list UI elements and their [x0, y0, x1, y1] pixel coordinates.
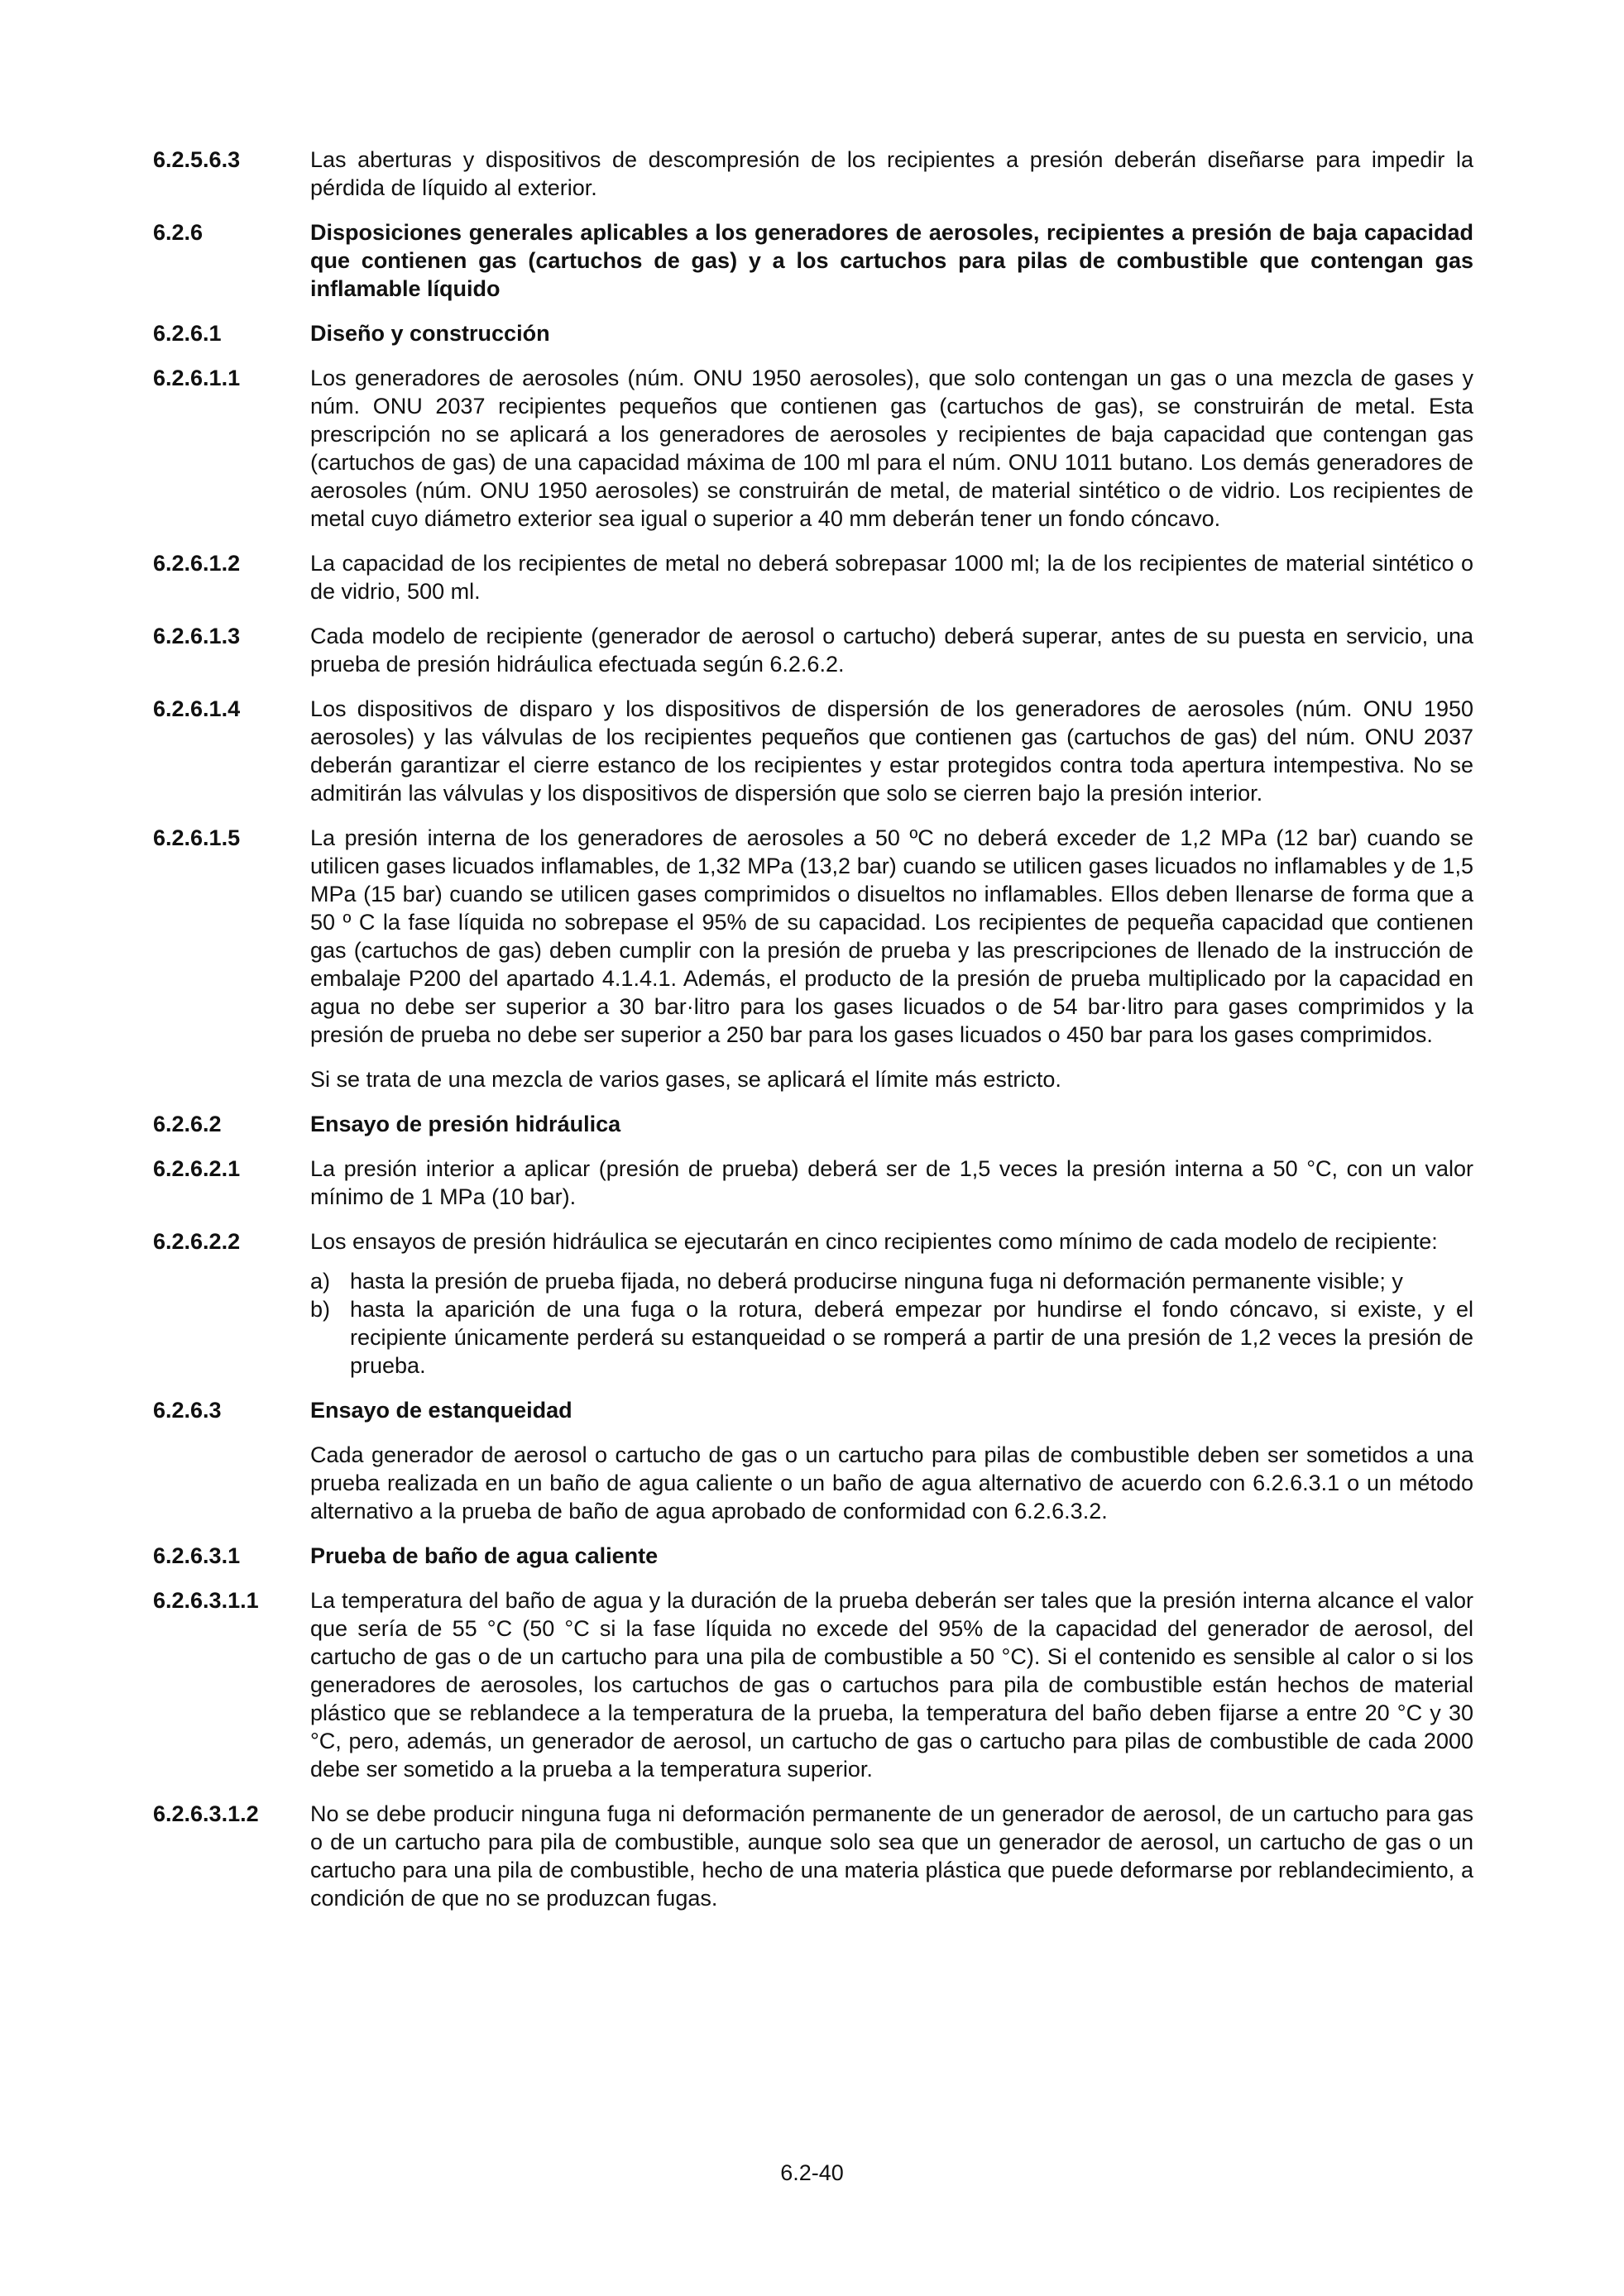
clause-number: 6.2.6.3.1.1	[153, 1588, 259, 1613]
clause-text: La temperatura del baño de agua y la duración de la prueba deberán ser tales que la presión interna alcance el valor que sería de 55 °C (50 °C si la fase líquida no excede del 95% de la capacidad del generador de aerosol, del cartucho de gas o de un cartucho para una pila de combustible a 50 °C). Si el contenido es sensible al calor o si los generadores de aerosoles, los cartuchos de gas o cartuchos para pila de combustible están hechos de material plástico que se reblandece a la temperatura de la prueba, la temperatura del baño deben fijarse a entre 20 °C y 30 °C, pero, además, un generador de aerosol, un cartucho de gas o cartucho para pilas de combustible de cada 2000 debe ser sometido a la prueba a la temperatura superior.	[310, 1588, 1473, 1782]
clause-text: Los generadores de aerosoles (núm. ONU 1950 aerosoles), que solo contengan un gas o una mezcla de gases y núm. ONU 2037 recipientes pequeños que contienen gas (cartuchos de gas), se construirán de metal. Esta prescripción no se aplicará a los generadores de aerosoles y recipientes de baja capacidad que contengan gas (cartuchos de gas) de una capacidad máxima de 100 ml para el núm. ONU 1011 butano. Los demás generadores de aerosoles (núm. ONU 1950 aerosoles) se construirán de metal, de material sintético o de vidrio. Los recipientes de metal cuyo diámetro exterior sea igual o superior a 40 mm deberán tener un fondo cóncavo.	[310, 366, 1473, 531]
clause-number: 6.2.6.3	[153, 1398, 222, 1423]
clause-number: 6.2.6.1.3	[153, 624, 241, 648]
clause-number: 6.2.6.1.5	[153, 825, 241, 850]
document-body	[153, 146, 1473, 1929]
list-marker: a)	[310, 1269, 331, 1294]
clause-number: 6.2.6.1.1	[153, 366, 241, 390]
clause-heading: Ensayo de presión hidráulica	[310, 1112, 621, 1136]
clause-number: 6.2.6.1.4	[153, 696, 241, 721]
clause-number: 6.2.6.3.1	[153, 1543, 241, 1568]
page-number: 6.2-40	[780, 2160, 844, 2185]
clause-text: Las aberturas y dispositivos de descompresión de los recipientes a presión deberán diseñarse para impedir la pérdida de líquido al exterior.	[310, 147, 1473, 200]
clause-6-2-6-1-1	[153, 364, 1473, 533]
clause-text: La presión interna de los generadores de aerosoles a 50 ºC no deberá exceder de 1,2 MPa (12 bar) cuando se utilicen gases licuados inflamables, de 1,32 MPa (13,2 bar) cuando se utilicen gases licuados no inflamables y de 1,5 MPa (15 bar) cuando se utilicen gases comprimidos o disueltos no inflamables. Ellos deben llenarse de forma que a 50 º C la fase líquida no sobrepase el 95% de su capacidad. Los recipientes de pequeña capacidad que contienen gas (cartuchos de gas) deben cumplir con la presión de prueba y las prescripciones de llenado de la instrucción de embalaje P200 del apartado 4.1.4.1. Además, el producto de la presión de prueba multiplicado por la capacidad en agua no debe ser superior a 30 bar·litro para los gases licuados o de 54 bar·litro para gases comprimidos y la presión de prueba no debe ser superior a 250 bar para los gases licuados o 450 bar para los gases comprimidos.	[310, 825, 1473, 1047]
clause-number: 6.2.6.2.1	[153, 1156, 241, 1181]
clause-heading: Diseño y construcción	[310, 321, 550, 346]
clause-text: La capacidad de los recipientes de metal no deberá sobrepasar 1000 ml; la de los recipientes de material sintético o de vidrio, 500 ml.	[310, 551, 1473, 604]
clause-number: 6.2.5.6.3	[153, 147, 241, 172]
list-item-text: hasta la aparición de una fuga o la rotura, deberá empezar por hundirse el fondo cóncavo, si existe, y el recipiente únicamente perderá su estanqueidad o se romperá a partir de una presión de 1,2 veces la presión de prueba.	[350, 1297, 1473, 1378]
clause-heading: Ensayo de estanqueidad	[310, 1398, 572, 1423]
clause-6-2-6-2-2	[153, 1227, 1473, 1256]
clause-6-2-6-1-5	[153, 824, 1473, 1049]
clause-6-2-6-2-1	[153, 1155, 1473, 1211]
list-marker: b)	[310, 1297, 331, 1322]
clause-heading: Prueba de baño de agua caliente	[310, 1543, 659, 1568]
clause-number: 6.2.6.1.2	[153, 551, 241, 576]
clause-6-2-6-3-1-1	[153, 1586, 1473, 1783]
clause-text: Los ensayos de presión hidráulica se ejecutarán en cinco recipientes como mínimo de cada modelo de recipiente:	[310, 1229, 1438, 1254]
clause-6-2-6-3	[153, 1396, 1473, 1424]
clause-6-2-5-6-3	[153, 146, 1473, 202]
list-item	[310, 1267, 1473, 1295]
clause-6-2-6-1-2	[153, 549, 1473, 605]
clause-number: 6.2.6.2	[153, 1112, 222, 1136]
clause-number: 6.2.6.2.2	[153, 1229, 241, 1254]
clause-number: 6.2.6	[153, 220, 204, 245]
clause-continuation: Si se trata de una mezcla de varios gases, se aplicará el límite más estricto.	[310, 1067, 1061, 1092]
clause-6-2-6-1-4	[153, 695, 1473, 807]
clause-6-2-6-1-3	[153, 622, 1473, 678]
requirements-list	[310, 1267, 1473, 1380]
clause-6-2-6-3-1-2	[153, 1800, 1473, 1912]
clause-number: 6.2.6.3.1.2	[153, 1801, 259, 1826]
clause-6-2-6-2	[153, 1110, 1473, 1138]
clause-text: Cada modelo de recipiente (generador de aerosol o cartucho) deberá superar, antes de su puesta en servicio, una prueba de presión hidráulica efectuada según 6.2.6.2.	[310, 624, 1473, 677]
clause-text: La presión interior a aplicar (presión de prueba) deberá ser de 1,5 veces la presión interna a 50 °C, con un valor mínimo de 1 MPa (10 bar).	[310, 1156, 1473, 1209]
clause-number: 6.2.6.1	[153, 321, 222, 346]
clause-6-2-6	[153, 218, 1473, 303]
list-item	[310, 1295, 1473, 1380]
clause-text: Los dispositivos de disparo y los dispositivos de dispersión de los generadores de aerosoles (núm. ONU 1950 aerosoles) y las válvulas de los recipientes pequeños que contienen gas (cartuchos de gas) del núm. ONU 2037 deberán garantizar el cierre estanco de los recipientes y estar protegidos contra toda apertura intempestiva. No se admitirán las válvulas y los dispositivos de dispersión que solo se cierren bajo la presión interior.	[310, 696, 1473, 806]
clause-continuation: Cada generador de aerosol o cartucho de gas o un cartucho para pilas de combustible deben ser sometidos a una prueba realizada en un baño de agua caliente o un baño de agua alternativo de acuerdo con 6.2.6.3.1 o un método alternativo a la prueba de baño de agua aprobado de conformidad con 6.2.6.3.2.	[310, 1442, 1473, 1523]
list-item-text: hasta la presión de prueba fijada, no deberá producirse ninguna fuga ni deformación permanente visible; y	[350, 1269, 1403, 1294]
clause-text: No se debe producir ninguna fuga ni deformación permanente de un generador de aerosol, de un cartucho para gas o de un cartucho para pila de combustible, aunque solo sea que un generador de aerosol, un cartucho de gas o un cartucho para una pila de combustible, hecho de una materia plástica que puede deformarse por reblandecimiento, a condición de que no se produzcan fugas.	[310, 1801, 1473, 1911]
clause-6-2-6-1	[153, 319, 1473, 347]
clause-6-2-6-3-1	[153, 1542, 1473, 1570]
clause-heading: Disposiciones generales aplicables a los generadores de aerosoles, recipientes a presión de baja capacidad que contienen gas (cartuchos de gas) y a los cartuchos para pilas de combustible que contengan gas inflamable líquido	[310, 220, 1473, 301]
